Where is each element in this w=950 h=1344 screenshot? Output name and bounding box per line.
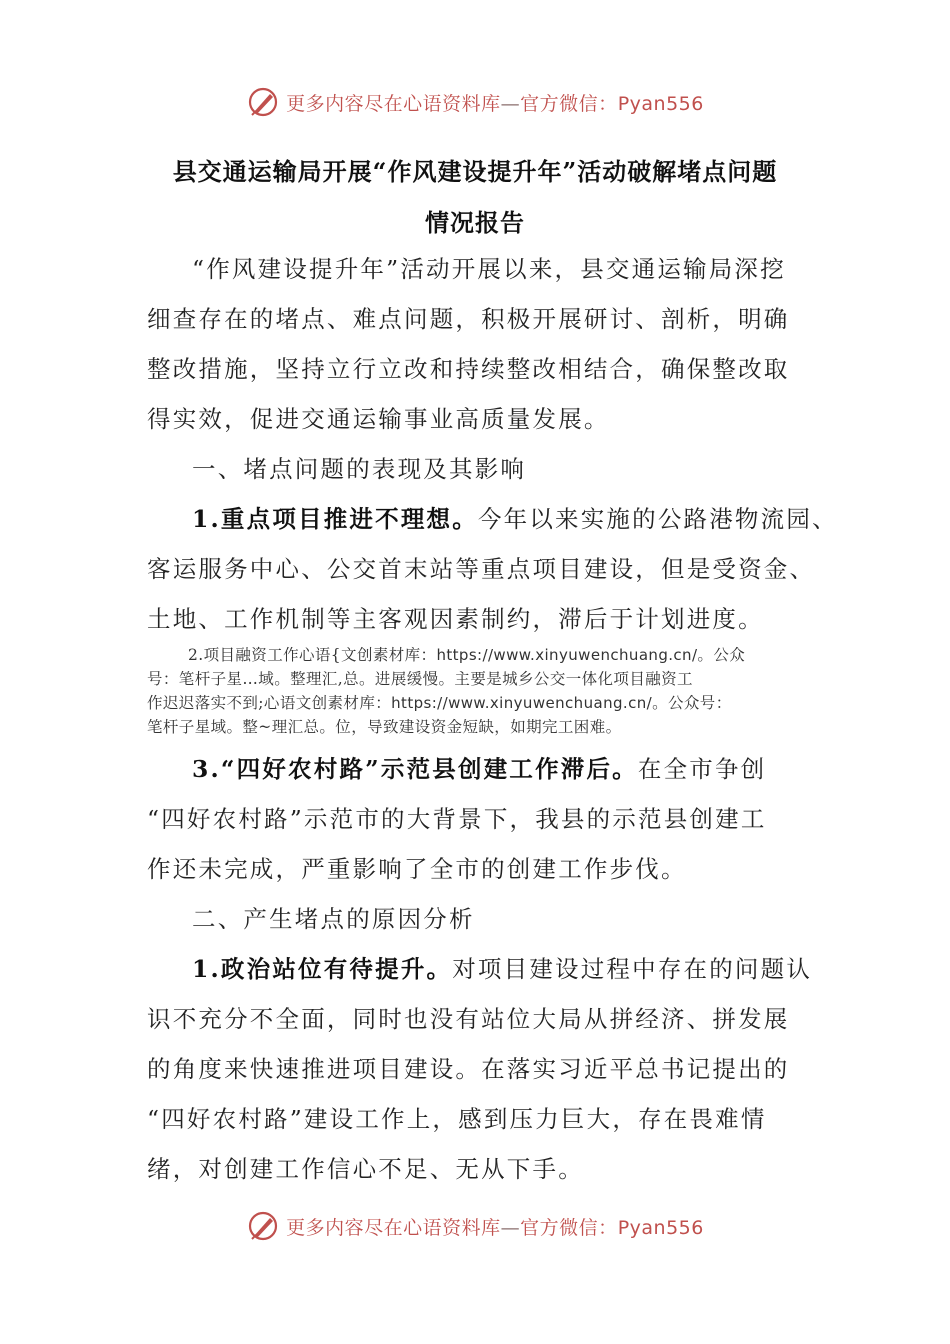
intro-line-1: “作风建设提升年”活动开展以来，县交通运输局深挖 — [192, 255, 786, 283]
watermark-text: 更多内容尽在心语资料库—官方微信：Pyan556 — [286, 1216, 704, 1239]
section-2-heading: 二、产生堵点的原因分析 — [192, 905, 475, 933]
item-3-line-3: 作还未完成，严重影响了全市的创建工作步伐。 — [147, 855, 687, 883]
quill-logo-icon — [246, 1209, 280, 1243]
watermark-id: Pyan556 — [617, 1216, 704, 1239]
watermark-id: Pyan556 — [617, 92, 704, 115]
item-1-lead: 1.重点项目推进不理想。 — [192, 505, 478, 533]
watermark-footer — [0, 1206, 950, 1246]
item-1-line-1: 1.重点项目推进不理想。今年以来实施的公路港物流园、 — [192, 505, 838, 533]
item-2-line-3: 作迟迟落实不到;心语文创素材库：https://www.xinyuwenchuang.cn/。公众号： — [147, 694, 732, 712]
item-4-line-2: 识不充分不全面，同时也没有站位大局从拼经济、拼发展 — [147, 1005, 790, 1033]
item-4-line-5: 绪，对创建工作信心不足、无从下手。 — [147, 1155, 584, 1183]
document-title-line-2: 情况报告 — [425, 208, 525, 237]
item-3-line-2: “四好农村路”示范市的大背景下，我县的示范县创建工 — [147, 805, 767, 833]
item-2-line-4: 笔杆子星域。整~理汇总。位，导致建设资金短缺，如期完工困难。 — [147, 718, 622, 736]
item-3-lead: 3.“四好农村路”示范县创建工作滞后。 — [192, 755, 638, 783]
watermark-header — [0, 82, 950, 122]
quill-logo-icon — [246, 85, 280, 119]
item-2-url-2: https://www.xinyuwenchuang.cn/ — [391, 694, 653, 712]
item-4-line-3: 的角度来快速推进项目建设。在落实习近平总书记提出的 — [147, 1055, 790, 1083]
item-1-line-3: 土地、工作机制等主客观因素制约，滞后于计划进度。 — [147, 605, 764, 633]
item-1-line-2: 客运服务中心、公交首末站等重点项目建设，但是受资金、 — [147, 555, 816, 583]
item-4-lead: 1.政治站位有待提升。 — [192, 955, 453, 983]
item-2-url-1: https://www.xinyuwenchuang.cn/ — [436, 646, 698, 664]
item-2-line-1: 2.项目融资工作心语{文创素材库：https://www.xinyuwenchuang.cn/。公众 — [188, 646, 746, 664]
intro-line-2: 细查存在的堵点、难点问题，积极开展研讨、剖析，明确 — [147, 305, 790, 333]
item-2-line-2: 号：笔杆子星…域。整理汇,总。进展缓慢。主要是城乡公交一体化项目融资工 — [147, 670, 693, 688]
watermark-text: 更多内容尽在心语资料库—官方微信：Pyan556 — [286, 92, 704, 115]
section-1-heading: 一、堵点问题的表现及其影响 — [192, 455, 527, 483]
item-3-line-1: 3.“四好农村路”示范县创建工作滞后。在全市争创 — [192, 755, 767, 783]
item-4-line-4: “四好农村路”建设工作上，感到压力巨大，存在畏难情 — [147, 1105, 767, 1133]
intro-line-4: 得实效，促进交通运输事业高质量发展。 — [147, 405, 610, 433]
item-4-line-1: 1.政治站位有待提升。对项目建设过程中存在的问题认 — [192, 955, 813, 983]
document-title-line-1: 县交通运输局开展“作风建设提升年”活动破解堵点问题 — [172, 157, 778, 186]
intro-line-3: 整改措施，坚持立行立改和持续整改相结合，确保整改取 — [147, 355, 790, 383]
